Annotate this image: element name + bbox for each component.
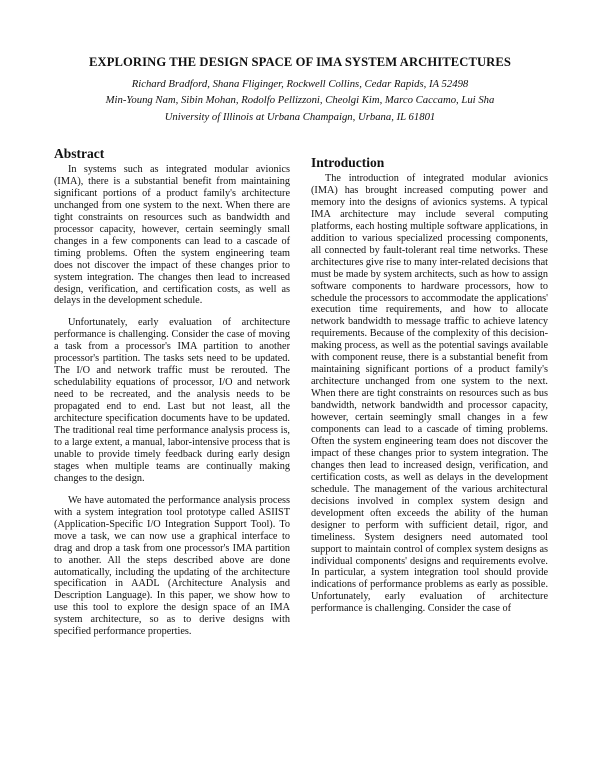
abstract-paragraph-2: Unfortunately, early evaluation of architecture performance is challenging. Consider the case of moving a task from a processor's IMA partition to another processor's partition. The tasks sets need to be updated. The I/O and network traffic must be rerouted. The schedulability equations of processor, I/O and network need to be recreated, and the analysis needs to be propagated end to end. Last but not least, all the architecture specification documents have to be updated. The traditional real time performance analysis process is, to a large extent, a manual, labor-intensive process that is unable to provide timely feedback during early design stages when multiple teams are continually making changes to the design. (54, 317, 290, 484)
abstract-heading: Abstract (54, 146, 105, 161)
introduction-heading: Introduction (311, 155, 385, 170)
abstract-paragraph-1: In systems such as integrated modular avionics (IMA), there is a substantial benefit from maintaining significant portions of a product family's architecture unchanged from one system to the next. When there are tight constraints on resources such as bandwidth and processor capacity, however, certain seemingly small changes in a few components can lead to a cascade of timing problems. Often the system engineering team does not discover the impact of these changes prior to system integration. The changes then lead to increased design, verification, and certification costs, as well as delays in the development schedule. (54, 164, 290, 307)
right-column (311, 145, 548, 615)
authors-affiliation: University of Illinois at Urbana Champaign, Urbana, IL 61801 (164, 111, 436, 123)
paper-title: EXPLORING THE DESIGN SPACE OF IMA SYSTEM ARCHITECTURES (89, 55, 511, 69)
introduction-paragraph-1: The introduction of integrated modular avionics (IMA) has brought increased computing power and memory into the designs of avionics systems. A typical IMA architecture may include several computing platforms, each hosting multiple software applications, in addition to various specialized processing components, all connected by fault-tolerant real time networks. These architectures give rise to many inter-related decisions that must be made by system architects, such as how to assign software components to hardware processors, how to schedule the processors to accommodate the applications' execution time requirements, and how to allocate network bandwidth to message traffic to achieve latency requirements. Because of the complexity of this decision-making process, as well as the potential savings available with component reuse, there is a substantial benefit from maintaining significant portions of a product family's architecture unchanged from one system to the next. When there are tight constraints on resources such as bus bandwidth, network bandwidth and processor capacity, however, certain seemingly small changes in a few components can lead to a cascade of timing problems. Often the system engineering team does not discover the impact of these changes prior to system integration. The changes then lead to increased design, verification, and certification costs, as well as delays in the development schedule. The management of the various architectural decisions involved in complex system design and development often exceeds the ability of the human designer to perform with sufficient detail, rigor, and timeliness. System designers need automated tool support to maintain control of complex system designs as individual components' designs and requirements evolve. In particular, a system integration tool should provide indications of performance problems as early as possible. Unfortunately, early evaluation of architecture performance is challenging. Consider the case of (311, 173, 548, 615)
left-column (54, 145, 290, 638)
authors-line-1: Richard Bradford, Shana Fliginger, Rockwell Collins, Cedar Rapids, IA 52498 (131, 78, 469, 90)
authors-line-2: Min-Young Nam, Sibin Mohan, Rodolfo Pellizzoni, Cheolgi Kim, Marco Caccamo, Lui Sha (105, 94, 495, 106)
abstract-paragraph-3: We have automated the performance analysis process with a system integration tool prototype called ASIIST (Application-Specific I/O Integration Support Tool). To move a task, we can now use a graphical interface to drag and drop a task from one processor's IMA partition to another. All the steps described above are done automatically, including the updating of the architecture specification in AADL (Architecture Analysis and Description Language). In this paper, we show how to use this tool to explore the design space of an IMA system architecture, so as to derive designs with specified performance properties. (54, 494, 290, 638)
